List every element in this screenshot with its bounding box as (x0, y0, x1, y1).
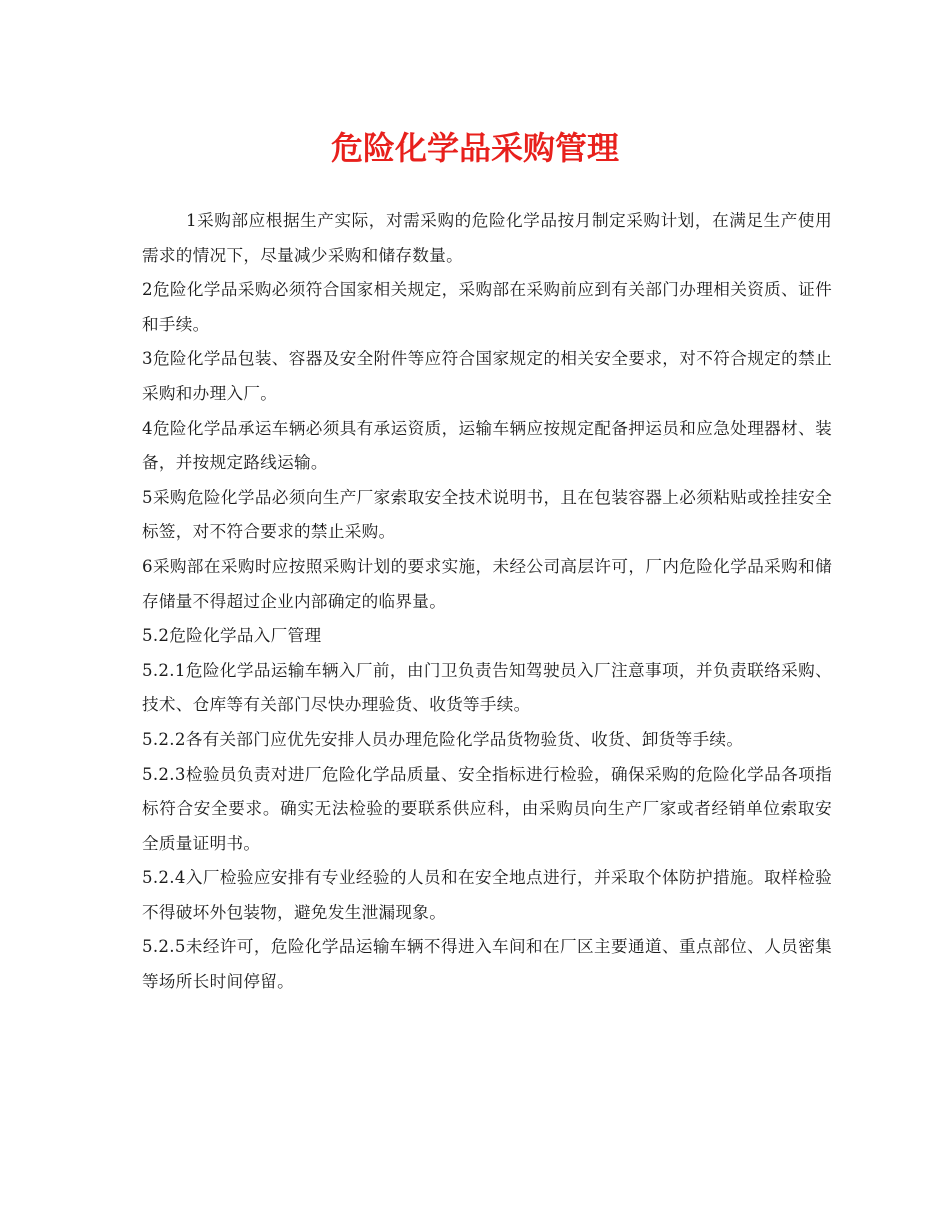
paragraph-5-2-4: 5.2.4入厂检验应安排有专业经验的人员和在安全地点进行，并采取个体防护措施。取样检验不得破坏外包装物，避免发生泄漏现象。 (142, 868, 832, 922)
paragraph-5: 5采购危险化学品必须向生产厂家索取安全技术说明书，且在包装容器上必须粘贴或拴挂安全标签，对不符合要求的禁止采购。 (142, 487, 832, 542)
paragraph-5-2-2: 5.2.2各有关部门应优先安排人员办理危险化学品货物验货、收货、卸货等手续。 (142, 729, 744, 749)
paragraph-5-2-5: 5.2.5未经许可，危险化学品运输车辆不得进入车间和在厂区主要通道、重点部位、人员密集等场所长时间停留。 (142, 937, 832, 992)
document-body (142, 204, 832, 1000)
paragraph-5-2-3: 5.2.3检验员负责对进厂危险化学品质量、安全指标进行检验，确保采购的危险化学品各项指标符合安全要求。确实无法检验的要联系供应科，由采购员向生产厂家或者经销单位索取安全质量证明书。 (142, 764, 832, 853)
section-heading-5-2: 5.2危险化学品入厂管理 (142, 626, 322, 646)
paragraph-1: 1采购部应根据生产实际，对需采购的危险化学品按月制定采购计划，在满足生产使用需求的情况下，尽量减少采购和储存数量。 (142, 211, 832, 265)
paragraph-2: 2危险化学品采购必须符合国家相关规定，采购部在采购前应到有关部门办理相关资质、证件和手续。 (142, 280, 832, 334)
paragraph-4: 4危险化学品承运车辆必须具有承运资质，运输车辆应按规定配备押运员和应急处理器材、装备，并按规定路线运输。 (142, 418, 832, 473)
paragraph-5-2-1: 5.2.1危险化学品运输车辆入厂前，由门卫负责告知驾驶员入厂注意事项，并负责联络采购、技术、仓库等有关部门尽快办理验货、收货等手续。 (142, 660, 832, 715)
document-title: 危险化学品采购管理 (330, 129, 619, 167)
paragraph-6: 6采购部在采购时应按照采购计划的要求实施，未经公司高层许可，厂内危险化学品采购和储存储量不得超过企业内部确定的临界量。 (142, 556, 832, 611)
paragraph-3: 3危险化学品包装、容器及安全附件等应符合国家规定的相关安全要求，对不符合规定的禁止采购和办理入厂。 (142, 349, 832, 403)
